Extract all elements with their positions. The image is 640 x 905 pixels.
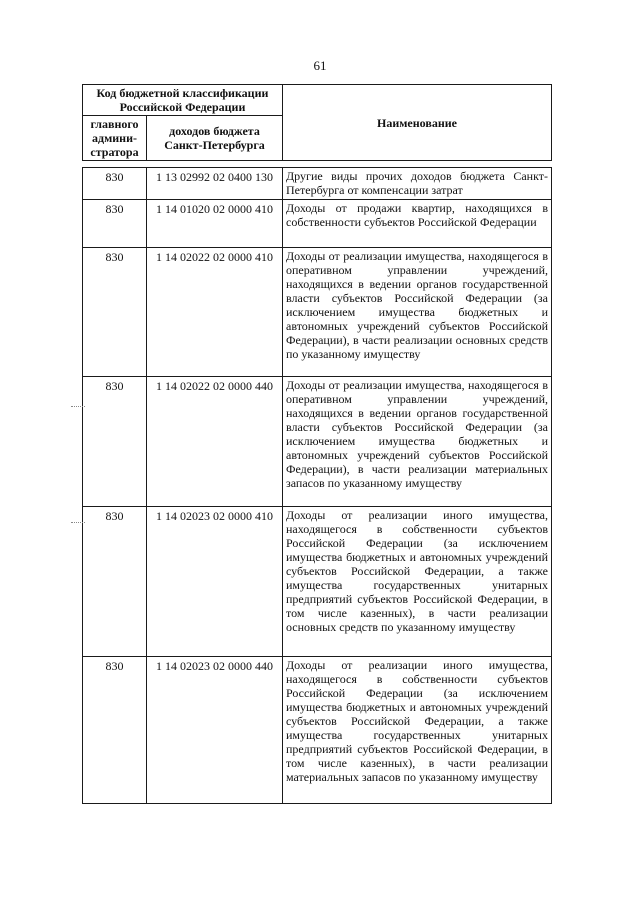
income-code-cell: 1 13 02992 02 0400 130 xyxy=(147,168,283,200)
table-row xyxy=(83,248,552,377)
table-header xyxy=(82,84,552,161)
name-cell: Доходы от реализации иного имущества, находящегося в собственности субъектов Российской Федерации (за исключением имущества бюджетных и автономных учреждений субъектов Российской Федерации, а также имущества государственных унитарных предприятий субъектов Российской Федерации, в том числе казенных), в части реализации материальных запасов по указанному имуществу xyxy=(283,657,552,804)
header-income-code: доходов бюджета Санкт-Петербурга xyxy=(147,116,283,161)
name-cell: Другие виды прочих доходов бюджета Санкт-Петербурга от компенсации затрат xyxy=(283,168,552,200)
table-row xyxy=(83,200,552,248)
name-cell: Доходы от продажи квартир, находящихся в собственности субъектов Российской Федерации xyxy=(283,200,552,248)
table-row xyxy=(83,377,552,507)
income-code-cell: 1 14 02022 02 0000 440 xyxy=(147,377,283,507)
table-row xyxy=(83,507,552,657)
admin-code-cell: 830 xyxy=(83,168,147,200)
name-cell: Доходы от реализации иного имущества, находящегося в собственности субъектов Российской Федерации (за исключением имущества бюджетных и автономных учреждений субъектов Российской Федерации, а также имущества государственных унитарных предприятий субъектов Российской Федерации, в том числе казенных), в части реализации основных средств по указанному имуществу xyxy=(283,507,552,657)
page-number: 61 xyxy=(313,58,327,73)
name-cell: Доходы от реализации имущества, находящегося в оперативном управлении учреждений, находящихся в ведении органов государственной власти субъектов Российской Федерации (за исключением имущества бюджетных и автономных учреждений субъектов Российской Федерации), в части реализации материальных запасов по указанному имуществу xyxy=(283,377,552,507)
scan-mark xyxy=(71,406,85,407)
income-code-cell: 1 14 02022 02 0000 410 xyxy=(147,248,283,377)
income-code-cell: 1 14 02023 02 0000 410 xyxy=(147,507,283,657)
header-name: Наименование xyxy=(283,85,552,161)
budget-codes-table xyxy=(82,167,552,804)
admin-code-cell: 830 xyxy=(83,248,147,377)
scan-mark xyxy=(71,522,85,523)
table-row xyxy=(83,657,552,804)
header-admin-code: главного админи-стратора xyxy=(83,116,147,161)
income-code-cell: 1 14 02023 02 0000 440 xyxy=(147,657,283,804)
table-row xyxy=(83,168,552,200)
admin-code-cell: 830 xyxy=(83,507,147,657)
income-code-cell: 1 14 01020 02 0000 410 xyxy=(147,200,283,248)
admin-code-cell: 830 xyxy=(83,657,147,804)
name-cell: Доходы от реализации имущества, находящегося в оперативном управлении учреждений, находящихся в ведении органов государственной власти субъектов Российской Федерации (за исключением имущества бюджетных и автономных учреждений субъектов Российской Федерации), в части реализации основных средств по указанному имуществу xyxy=(283,248,552,377)
admin-code-cell: 830 xyxy=(83,200,147,248)
header-classification-code: Код бюджетной классификации Российской Федерации xyxy=(83,85,283,116)
admin-code-cell: 830 xyxy=(83,377,147,507)
